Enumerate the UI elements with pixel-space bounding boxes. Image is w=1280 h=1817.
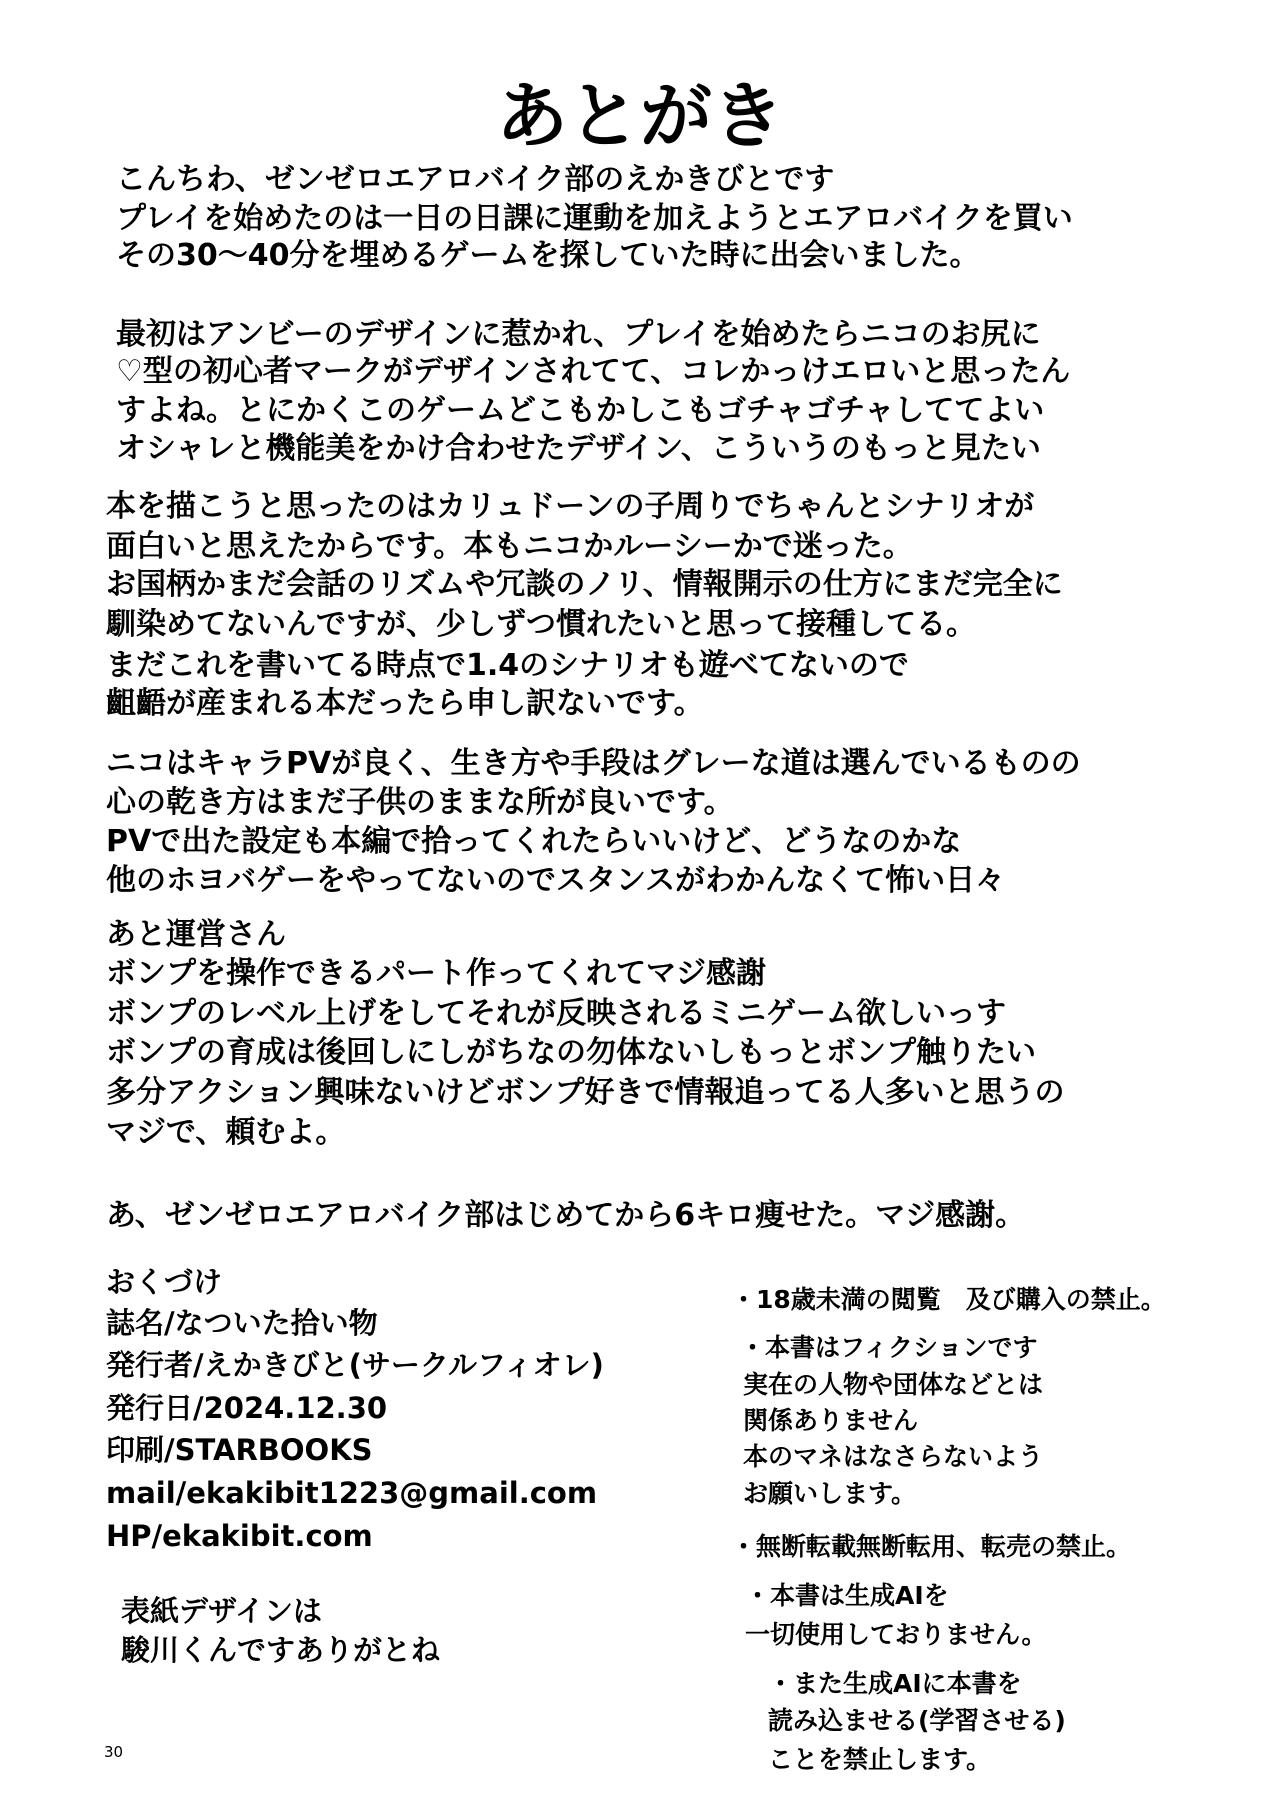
body-line: 本を描こうと思ったのはカリュドーンの子周りでちゃんとシナリオが (106, 489, 1035, 524)
body-line: 最初はアンビーのデザインに惹かれ、プレイを始めたらニコのお尻に (116, 317, 1041, 352)
body-line: オシャレと機能美をかけ合わせたデザイン、こういうのもっと見たい (116, 431, 1041, 466)
body-line: 心の乾き方はまだ子供のままな所が良いです。 (106, 785, 734, 820)
body-line: マジで、頼むよ。 (106, 1115, 346, 1150)
colophon-mail: mail/ekakibit1223@gmail.com (106, 1476, 598, 1510)
body-line: まだこれを書いてる時点で1.4のシナリオも遊べてないので (106, 648, 909, 683)
notice-line: ・本書は生成AIを (745, 1581, 949, 1610)
body-line: ボンプを操作できるパート作ってくれてマジ感謝 (106, 956, 766, 991)
body-line: こんちわ、ゼンゼロエアロバイク部のえかきびとです (116, 162, 835, 197)
page-title: あとがき (495, 74, 784, 158)
body-line: ♡型の初心者マークがデザインされてて、コレかっけエロいと思ったん (116, 354, 1071, 389)
notice-line: ・無断転載無断転用、転売の禁止。 (731, 1532, 1132, 1561)
colophon-title: 誌名/なついた拾い物 (106, 1306, 378, 1340)
colophon-date: 発行日/2024.12.30 (106, 1391, 388, 1425)
body-line: ボンプのレベル上げをしてそれが反映されるミニゲーム欲しいっす (106, 996, 1006, 1031)
body-line: ニコはキャラPVが良く、生き方や手段はグレーな道は選んでいるものの (106, 746, 1081, 781)
body-line: 他のホヨバゲーをやってないのでスタンスがわかんなくて怖い日々 (106, 863, 1006, 898)
body-line: すよね。とにかくこのゲームどこもかしこもゴチャゴチャしててよい (116, 393, 1045, 428)
notice-line: 実在の人物や団体などとは (743, 1370, 1044, 1399)
page-number: 30 (104, 1743, 124, 1761)
body-line: 面白いと思えたからです。本もニコかルーシーかで迷った。 (106, 529, 913, 564)
notice-line: 一切使用しておりません。 (745, 1620, 1047, 1649)
colophon-publisher: 発行者/えかきびと(サークルフィオレ) (106, 1348, 604, 1382)
body-line: プレイを始めたのは一日の日課に運動を加えようとエアロバイクを買い (116, 201, 1073, 236)
notice-line: お願いします。 (743, 1479, 917, 1508)
body-line: その30〜40分を埋めるゲームを探していた時に出会いました。 (116, 238, 980, 273)
body-line: PVで出た設定も本編で拾ってくれたらいいけど、どうなのかな (106, 824, 962, 859)
body-line: ボンプの育成は後回しにしがちなの勿体ないしもっとボンプ触りたい (106, 1035, 1036, 1070)
body-line: あ、ゼンゼロエアロバイク部はじめてから6キロ痩せた。マジ感謝。 (106, 1198, 1026, 1233)
body-line: お国柄かまだ会話のリズムや冗談のノリ、情報開示の仕方にまだ完全に (106, 567, 1063, 602)
notice-line: 読み込ませる(学習させる) (768, 1706, 1066, 1735)
cover-credit-line: 駿川くんですありがとね (121, 1633, 441, 1667)
notice-line: ・また生成AIに本書を (768, 1669, 1022, 1698)
body-line: あと運営さん (106, 917, 286, 952)
body-line: 齟齬が産まれる本だったら申し訳ないです。 (106, 686, 704, 721)
cover-credit-line: 表紙デザインは (121, 1594, 322, 1628)
colophon-printer: 印刷/STARBOOKS (106, 1433, 373, 1467)
colophon-heading: おくづけ (106, 1265, 223, 1299)
colophon-homepage: HP/ekakibit.com (106, 1519, 373, 1553)
body-line: 多分アクション興味ないけどボンプ好きで情報追ってる人多いと思うの (106, 1075, 1065, 1110)
notice-line: ・本書はフィクションです (740, 1333, 1038, 1362)
notice-line: ・18歳未満の閲覧 及び購入の禁止。 (731, 1285, 1166, 1314)
body-line: 馴染めてないんですが、少しずつ慣れたいと思って接種してる。 (106, 607, 976, 642)
notice-line: 関係ありません (743, 1406, 919, 1435)
notice-line: ことを禁止します。 (768, 1745, 992, 1774)
notice-line: 本のマネはなさらないよう (743, 1442, 1044, 1471)
